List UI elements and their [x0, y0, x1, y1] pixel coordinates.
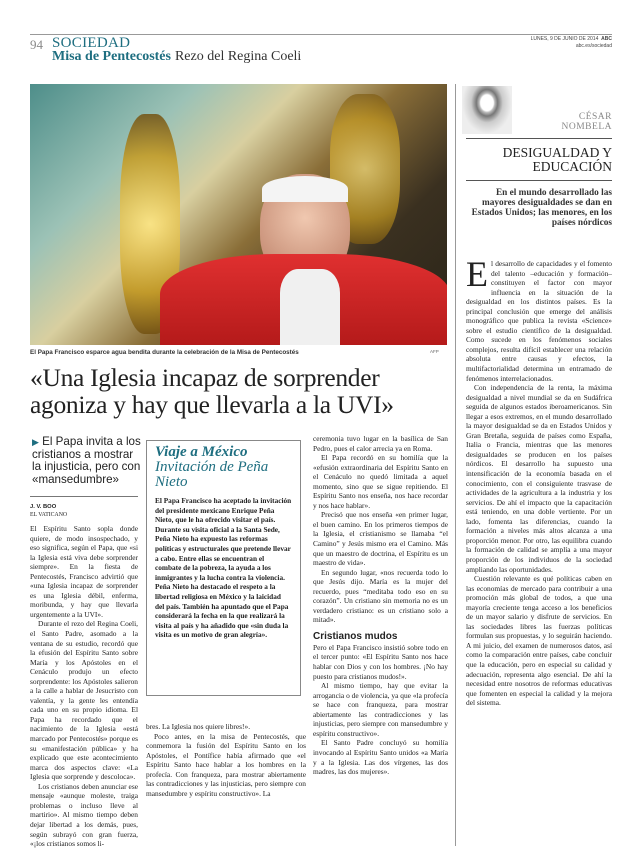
opinion-author [520, 112, 612, 132]
byline [30, 503, 67, 519]
subheading: Cristianos mudos [313, 630, 398, 642]
photo-caption: El Papa Francisco esparce agua bendita durante la celebración de la Misa de Pentecostés [30, 349, 299, 356]
paragraph: ceremonia tuvo lugar en la basílica de San Pedro, pues el calor arrecia ya en Roma. [313, 434, 448, 453]
lead-rule [30, 496, 138, 497]
paragraph: Precisó que nos enseña «en primer lugar, el buen camino. En los primeros tiempos de la Iglesia, el cristianismo se llamaba “el Camino” y Jesús mismo era el Camino. Más que un maestro de doctrina, el Espíritu es un maestro de vida». [313, 510, 448, 568]
paragraph: Al mismo tiempo, hay que evitar la arrogancia o de violencia, ya que «la profecía se hace con franqueza, para mostrar abiertamente las contradicciones y las injusticias, pero siempre con mansedumbre y espíritu constructivo». [313, 681, 448, 738]
paragraph: El Espíritu Santo sopla donde quiere, de modo insospechado, y eso significa, según el Papa, que «si la Iglesia está viva debe sorprender siempre». En la fiesta de Pentecostés, Francisco advirtió que «una Iglesia incapaz de sorprender es una Iglesia débil, enferma, moribunda, y hay que llevarla urgentemente a la UVI». [30, 524, 138, 619]
location: EL VATICANO [30, 512, 68, 518]
lead-text: El Papa invita a los cristianos a mostrar la injusticia, pero con «mansedumbre» [32, 435, 141, 486]
paragraph: El Santo Padre concluyó su homilía invocando al Espíritu Santo unidos «a María y a la Iglesia. Las dos vírgenes, las dos madres, las dos mujeres». [313, 738, 448, 777]
article-column-1 [30, 524, 138, 849]
opinion-title: DESIGUALDAD Y EDUCACIÓN [502, 145, 612, 174]
article-column-2 [146, 722, 306, 798]
paragraph: Con independencia de la renta, la máxima desigualdad a nivel mundial se da en Sudáfrica seguida de algunos estados iberoamericanos. Sin llegar a esos extremos, en el mundo desarrollado la mayor desigualdad se da en Estados Unidos y Gran Bretaña, seguida de países como España, Italia o Francia, mientras que las menores desigualdades se producen en los países nórdicos. El desarrollo ha supuesto una intensificación de la economía basada en el conocimiento, con el consiguiente trasvase de actividades de la agricultura a la industria y los servicios. De ahí el impacto que la capacitación está teniendo, en una doble vertiente. Por un lado, fomenta las diferencias, cuando la formación a niveles más altos alcanza a una proporción menor. Por otro, las equilibra cuando la formación de calidad se amplía a una mayor proporción de los individuos de la sociedad ampliando las oportunidades. [466, 383, 612, 574]
brand: ABC [601, 36, 612, 42]
paragraph-text: l desarrollo de capacidades y el fomento del talento –educación y formación– constituyen el factor con mayor influencia en la situación de la desigualdad en los distintos países. Es la principal conclusión que emerge del análisis monográfico que publica la revista «Science» sobre el estudio científico de la desigualdad. Como sucede en los fenómenos sociales complejos, resulta difícil establecer una relación absoluta entre causas y efectos, la multifactorialidad determina un entramado de fenómenos interrelacionados. [466, 259, 612, 383]
date: LUNES, 9 DE JUNIO DE 2014 [530, 36, 599, 42]
opinion-rule [466, 180, 612, 181]
section-title: SOCIEDAD [52, 35, 131, 51]
paragraph: El Papa recordó en su homilía que la «efusión extraordinaria del Espíritu Santo en el Cenáculo no quedó limitada a aquel momento, sino que se sigue repitiendo. El Espíritu Santo nos enseña, nos hace recordar y nos hace hablar». [313, 453, 448, 510]
page-number: 94 [30, 37, 43, 52]
author-portrait [462, 86, 512, 134]
photo-credit: AFP [430, 349, 439, 354]
lead [32, 436, 142, 486]
headline: «Una Iglesia incapaz de sorprender agoniza y hay que llevarla a la UVI» [30, 363, 394, 419]
paragraph: Poco antes, en la misa de Pentecostés, que conmemora la fusión del Espíritu Santo en los Apóstoles, el Pontífice había afirmado que «el Espíritu Santo hace hablar a los hombres en la profecía. Con franqueza, para mostrar abiertamente las contradicciones y las injusticias, pero siempre con mansedumbre y espíritu constructivo». La [146, 731, 306, 798]
paragraph: Los cristianos deben anunciar ese mensaje «aunque moleste, traiga problemas o incluso lleve al martirio». Al mismo tiempo deben dejar libertad a los demás, pues, según subrayó con gran fuerza, «¡los cristianos somos li- [30, 781, 138, 849]
paragraph [466, 254, 612, 383]
sidebar-box [146, 440, 301, 696]
sidebar-subtitle: Invitación de Peña Nieto [155, 459, 269, 490]
arrow-icon: ▶ [32, 437, 39, 447]
topic-line [52, 49, 301, 65]
author: J. V. BOO [30, 504, 57, 510]
opinion-body [466, 254, 612, 708]
opinion-summary: En el mundo desarrollado las mayores desigualdades se dan en Estados Unidos; las menores, en los países nórdicos [471, 188, 612, 228]
subtopic: Rezo del Regina Coeli [174, 49, 302, 64]
paragraph: Pero el Papa Francisco insistió sobre todo en el tercer punto: «El Espíritu Santo nos hace hablar con Dios y con los hombres. ¡No hay puesto para cristianos mudos!». [313, 642, 448, 681]
column-divider [455, 84, 456, 846]
author-last-name: NOMBELA [561, 122, 612, 132]
author-first-name: CÉSAR [578, 112, 612, 122]
section-url[interactable]: abc.es/sociedad [575, 43, 612, 49]
sidebar-text: El Papa Francisco ha aceptado la invitación del presidente mexicano Enrique Peña Nieto, que le ha ofrecido visitar el país. Durante su visita oficial a la Santa Sede, Peña Nieto ha expuesto las reformas políticas y estructurales que pretende llevar a cabo. Entre ellas se encuentran el combate de la pobreza, la ayuda a los inmigrantes y la lucha contra la violencia. Peña Nieto ha destacado el respeto a la libertad religiosa en México y la laicidad del país. También ha apuntado que el Papa considerará la fecha en la que realizará la visita al país y ha añadido que «sin duda la visita es un motivo de gran alegría». [155, 496, 292, 640]
opinion-rule [466, 138, 612, 139]
paragraph: bres. La Iglesia nos quiere libres!». [146, 722, 251, 731]
dateline [531, 36, 612, 50]
topic: Misa de Pentecostés [52, 49, 171, 64]
paragraph: Cuestión relevante es qué políticas caben en las economías de mercado para contribuir a una promoción más global de todos, a que una mayoría creciente tenga acceso a los beneficios de un mayor salario y disfrute de servicios. En las sociedades libres las fuerzas políticas formulan sus propuestas, y lo seguirán haciendo. A mi juicio, del examen de numerosos datos, así como la comparación entre países, cabe concluir que la educación, pero en especial su calidad y adecuación, representa algo esencial. De ahí la necesidad entre nosotros de reformas educativas que fomenten en especial la calidad y la mejora del sistema. [466, 574, 612, 708]
paragraph: En segundo lugar, «nos recuerda todo lo que Jesús dijo. María es la mujer del recuerdo, pues “meditaba todo eso en su corazón”. Un cristiano sin memoria no es un verdadero cristiano: es un cristiano solo a mitad». [313, 567, 448, 625]
paragraph: Durante el rezo del Regina Coeli, el Santo Padre, asomado a la ventana de su estudio, recordó que la efusión del Espíritu Santo sobre María y los Apóstoles en el Cenáculo produjo un efecto sorprendente: los Apóstoles salieron a la calle a hablar de Jesucristo con valentía, y la gente les entendía cada uno en su propio idioma. El Papa ha recordado que el nacimiento de la Iglesia «está marcado por Pentecostés» porque es su «manifestación pública» y ha explicado que este acontecimiento marca dos aspectos clave: «La Iglesia que sorprende y descoloca». [30, 619, 138, 782]
sidebar-title: Viaje a México [155, 444, 248, 460]
pope-photo [30, 84, 447, 345]
article-column-3 [313, 434, 448, 777]
drop-cap: E [466, 254, 488, 294]
